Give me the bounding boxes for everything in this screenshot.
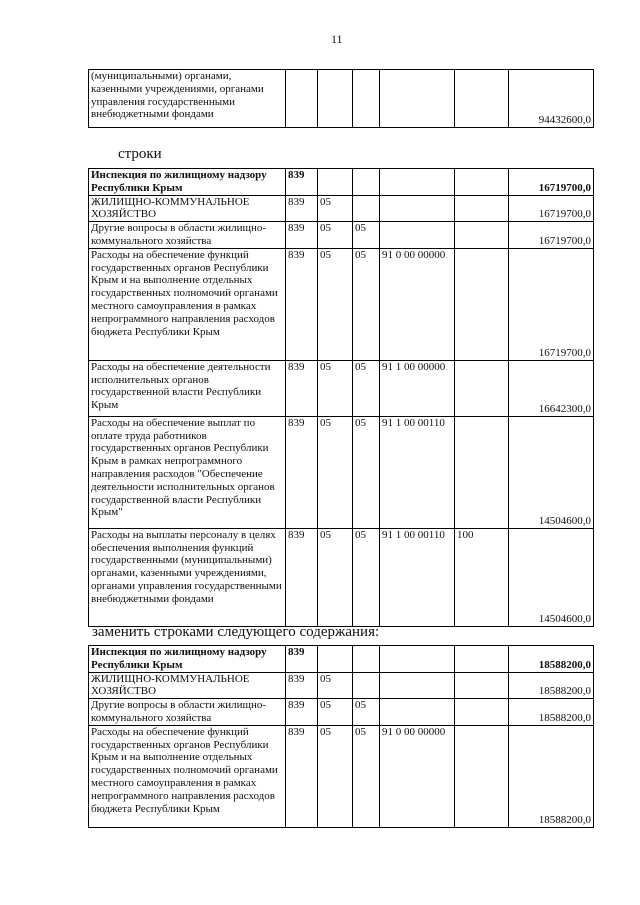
budget-table-new-rows <box>88 645 594 828</box>
row-sum-cell: 16642300,0 <box>509 360 594 416</box>
row-name-cell: Расходы на выплаты персоналу в целях обеспечения выполнения функций государственными (муниципальными) органами, казенными учреждениями, органами управления государственными внебюджетными фондами <box>89 528 286 626</box>
row-sum-cell: 18588200,0 <box>509 646 594 673</box>
row-pr-cell <box>353 70 380 128</box>
row-vr-cell <box>455 699 509 726</box>
row-pr-cell: 05 <box>353 699 380 726</box>
row-csr-cell <box>380 646 455 673</box>
row-pr-cell: 05 <box>353 248 380 360</box>
row-gr-cell: 839 <box>286 195 318 222</box>
row-pr-cell: 05 <box>353 725 380 827</box>
row-gr-cell: 839 <box>286 699 318 726</box>
table-row <box>89 222 594 249</box>
row-gr-cell: 839 <box>286 248 318 360</box>
row-pr-cell <box>353 169 380 196</box>
row-pr-cell: 05 <box>353 360 380 416</box>
old-rows-heading: строки <box>118 146 162 162</box>
table-row <box>89 646 594 673</box>
table-row <box>89 672 594 699</box>
row-gr-cell <box>286 70 318 128</box>
row-vr-cell <box>455 195 509 222</box>
row-sum-cell: 16719700,0 <box>509 222 594 249</box>
row-rz-cell: 05 <box>318 222 353 249</box>
row-csr-cell: 91 0 00 00000 <box>380 248 455 360</box>
row-sum-cell: 16719700,0 <box>509 169 594 196</box>
row-name-cell: Расходы на обеспечение функций государственных органов Республики Крым и на выполнение отдельных государственных полномочий органами местного самоуправления в рамках непрограммного направления расходов бюджета Республики Крым <box>89 248 286 360</box>
row-name-cell: Другие вопросы в области жилищно-коммунального хозяйства <box>89 222 286 249</box>
table-row <box>89 360 594 416</box>
row-rz-cell: 05 <box>318 725 353 827</box>
row-sum-cell: 18588200,0 <box>509 699 594 726</box>
table-row <box>89 528 594 626</box>
row-csr-cell <box>380 169 455 196</box>
row-rz-cell: 05 <box>318 528 353 626</box>
row-vr-cell <box>455 646 509 673</box>
row-vr-cell: 100 <box>455 528 509 626</box>
row-csr-cell <box>380 70 455 128</box>
row-csr-cell: 91 1 00 00110 <box>380 528 455 626</box>
row-rz-cell: 05 <box>318 699 353 726</box>
row-name-cell: Инспекция по жилищному надзору Республики Крым <box>89 646 286 673</box>
row-sum-cell: 18588200,0 <box>509 672 594 699</box>
row-vr-cell <box>455 672 509 699</box>
row-vr-cell <box>455 360 509 416</box>
row-vr-cell <box>455 248 509 360</box>
budget-table-continuation <box>88 69 594 128</box>
row-rz-cell: 05 <box>318 195 353 222</box>
row-gr-cell: 839 <box>286 416 318 528</box>
row-rz-cell: 05 <box>318 360 353 416</box>
row-sum-cell: 14504600,0 <box>509 416 594 528</box>
row-rz-cell: 05 <box>318 248 353 360</box>
table-row <box>89 70 594 128</box>
row-csr-cell: 91 0 00 00000 <box>380 725 455 827</box>
table-row <box>89 699 594 726</box>
row-pr-cell <box>353 646 380 673</box>
row-pr-cell <box>353 672 380 699</box>
row-gr-cell: 839 <box>286 222 318 249</box>
table-row <box>89 169 594 196</box>
page-number: 11 <box>331 32 343 46</box>
row-name-cell: Другие вопросы в области жилищно-коммунального хозяйства <box>89 699 286 726</box>
row-pr-cell: 05 <box>353 222 380 249</box>
row-csr-cell <box>380 672 455 699</box>
row-csr-cell <box>380 222 455 249</box>
row-csr-cell: 91 1 00 00110 <box>380 416 455 528</box>
row-pr-cell <box>353 195 380 222</box>
row-vr-cell <box>455 169 509 196</box>
table-row <box>89 416 594 528</box>
row-rz-cell <box>318 169 353 196</box>
row-sum-cell: 14504600,0 <box>509 528 594 626</box>
row-gr-cell: 839 <box>286 360 318 416</box>
row-name-cell: Расходы на обеспечение деятельности исполнительных органов государственной власти Республики Крым <box>89 360 286 416</box>
row-csr-cell <box>380 699 455 726</box>
row-pr-cell: 05 <box>353 416 380 528</box>
row-gr-cell: 839 <box>286 646 318 673</box>
row-vr-cell <box>455 416 509 528</box>
row-name-cell: ЖИЛИЩНО-КОММУНАЛЬНОЕ ХОЗЯЙСТВО <box>89 672 286 699</box>
budget-table-old-rows <box>88 168 594 627</box>
row-vr-cell <box>455 70 509 128</box>
table-row <box>89 725 594 827</box>
row-csr-cell: 91 1 00 00000 <box>380 360 455 416</box>
row-sum-cell: 18588200,0 <box>509 725 594 827</box>
replacement-heading: заменить строками следующего содержания: <box>92 624 380 640</box>
row-rz-cell <box>318 646 353 673</box>
row-rz-cell: 05 <box>318 672 353 699</box>
row-csr-cell <box>380 195 455 222</box>
row-gr-cell: 839 <box>286 672 318 699</box>
row-gr-cell: 839 <box>286 725 318 827</box>
table-row <box>89 248 594 360</box>
row-gr-cell: 839 <box>286 169 318 196</box>
row-sum-cell: 94432600,0 <box>509 70 594 128</box>
row-name-cell: (муниципальными) органами, казенными учреждениями, органами управления государственными внебюджетными фондами <box>89 70 286 128</box>
row-gr-cell: 839 <box>286 528 318 626</box>
row-sum-cell: 16719700,0 <box>509 195 594 222</box>
row-name-cell: ЖИЛИЩНО-КОММУНАЛЬНОЕ ХОЗЯЙСТВО <box>89 195 286 222</box>
row-rz-cell: 05 <box>318 416 353 528</box>
row-name-cell: Расходы на обеспечение функций государственных органов Республики Крым и на выполнение отдельных государственных полномочий органами местного самоуправления в рамках непрограммного направления расходов бюджета Республики Крым <box>89 725 286 827</box>
row-vr-cell <box>455 725 509 827</box>
row-name-cell: Инспекция по жилищному надзору Республики Крым <box>89 169 286 196</box>
row-rz-cell <box>318 70 353 128</box>
row-name-cell: Расходы на обеспечение выплат по оплате труда работников государственных органов Республики Крым в рамках непрограммного направления расходов "Обеспечение деятельности исполнительных органов государственной власти Республики Крым" <box>89 416 286 528</box>
table-row <box>89 195 594 222</box>
row-pr-cell: 05 <box>353 528 380 626</box>
row-vr-cell <box>455 222 509 249</box>
row-sum-cell: 16719700,0 <box>509 248 594 360</box>
